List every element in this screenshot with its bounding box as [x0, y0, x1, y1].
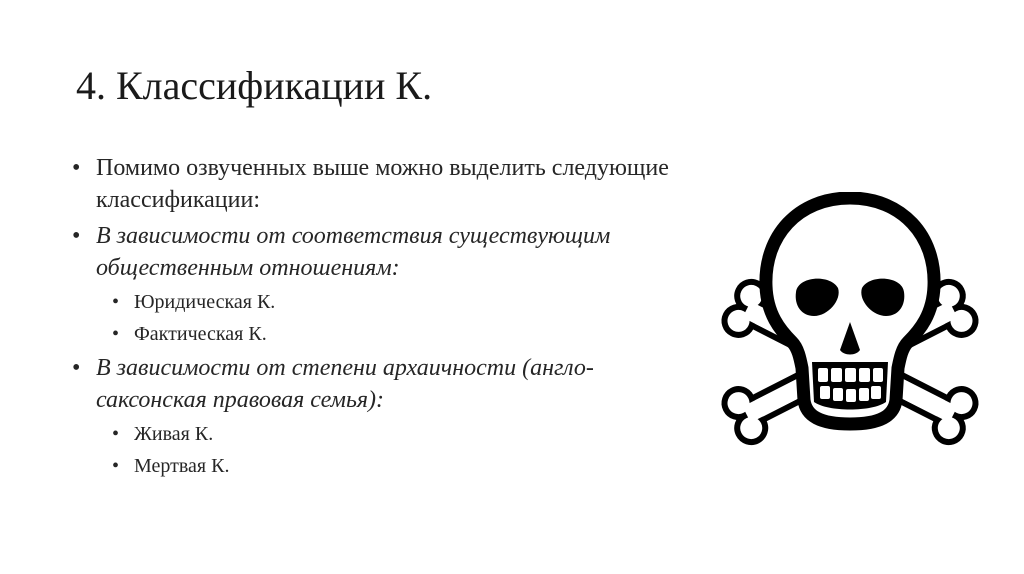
bullet-marker: • [112, 455, 120, 477]
sub-bullet-text: Юридическая К. [134, 291, 276, 313]
bullet-item [72, 220, 692, 284]
bullet-item [72, 352, 692, 416]
bullet-marker: • [112, 323, 120, 345]
bullet-marker: • [112, 291, 120, 313]
bullet-marker: • [72, 355, 81, 381]
slide-title: 4. Классификации К. [76, 63, 433, 108]
bullet-marker: • [72, 155, 81, 181]
bullet-list [72, 152, 692, 480]
bullet-marker: • [112, 423, 120, 445]
sub-bullet-item [72, 452, 692, 480]
sub-bullet-text: Фактическая К. [134, 323, 267, 345]
sub-bullet-item [72, 288, 692, 316]
bullet-text: В зависимости от степени архаичности (англо-саксонская правовая семья): [96, 355, 594, 413]
sub-bullet-item [72, 420, 692, 448]
bullet-text: Помимо озвученных выше можно выделить следующие классификации: [96, 155, 669, 213]
skull-and-crossbones-icon [712, 192, 988, 450]
bullet-marker: • [72, 223, 81, 249]
sub-bullet-text: Мертвая К. [134, 455, 230, 477]
bullet-item [72, 152, 692, 216]
bullet-text: В зависимости от соответствия существующим общественным отношениям: [96, 223, 611, 281]
sub-bullet-text: Живая К. [134, 423, 214, 445]
sub-bullet-item [72, 320, 692, 348]
